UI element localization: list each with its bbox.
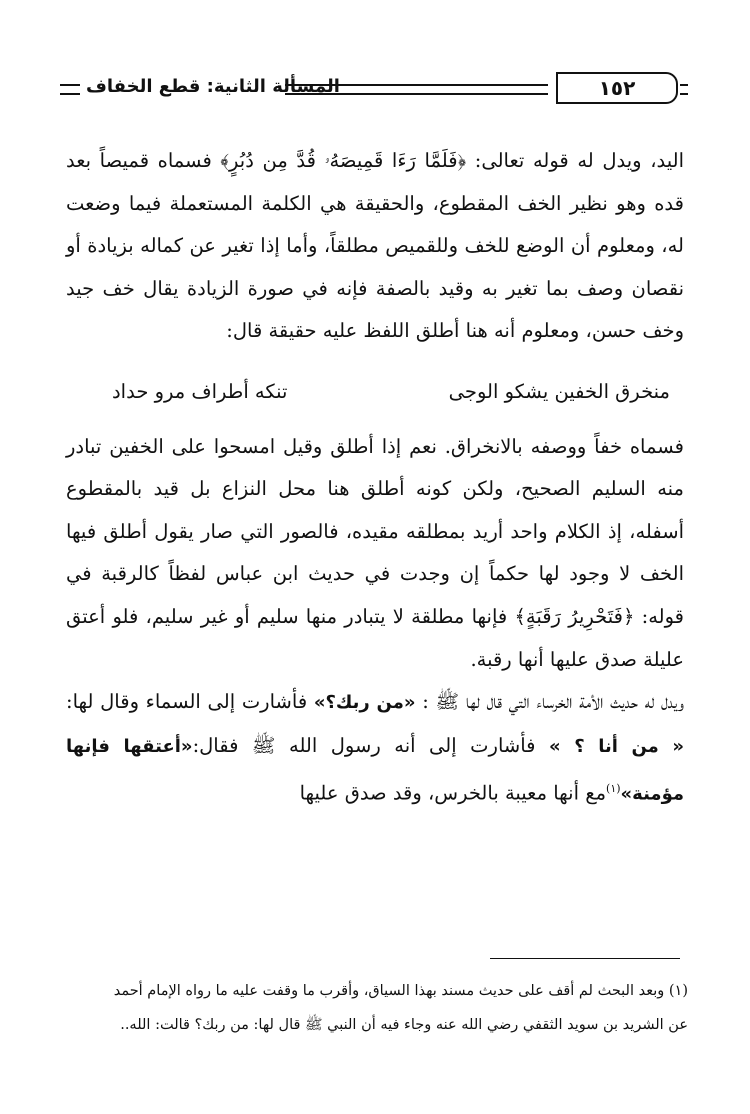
text-span: فأشارت إلى السماء وقال لها: <box>66 690 314 714</box>
verse-first-hemistich: منخرق الخفين يشكو الوجى <box>448 379 670 403</box>
header-rule-right <box>680 84 688 95</box>
hadith-quote: «أعتقها فإنها مؤمنة» <box>66 735 684 805</box>
paragraph-2 <box>66 426 684 682</box>
main-text <box>66 140 684 816</box>
hadith-quote: «من ربك؟» <box>313 692 416 714</box>
chapter-title: المسألة الثانية: قطع الخفاف <box>86 76 340 97</box>
footnote-separator <box>490 958 680 959</box>
page-header <box>60 70 688 106</box>
paragraph-1 <box>66 140 684 353</box>
poetry-verse <box>66 371 684 414</box>
page-number: ١٥٢ <box>556 72 678 104</box>
footnote-reference[interactable]: (١) <box>606 782 621 796</box>
text-span: فسماه قميصاً بعد قده وهو نظير الخف المقطوع، والحقيقة هي الكلمة المستعملة فيما وضعت له، ومعلوم أن الوضع للخف وللقميص مطلقاً، وأما إذا تغير عن كماله بزيادة أو نقصان وصف بما تغير به وقيد بالصفة فإنه في صورة الزيادة يقال خف جيد وخف حسن، ومعلوم أنه هنا أطلق اللفظ عليه حقيقة قال: <box>66 149 684 343</box>
text-span: مع أنها معيبة بالخرس، وقد صدق عليها <box>299 781 607 805</box>
text-span: ويدل له حديث الأمة الخرساء التي قال لها ﷺ : <box>415 690 684 714</box>
quran-quote: ﴿فَتَحْرِيرُ رَقَبَةٍ﴾ <box>514 604 635 628</box>
verse-second-hemistich: تنكه أطراف مرو حداد <box>112 379 288 403</box>
header-rule-left <box>60 84 80 95</box>
footnote-1-line-1: (١) وبعد البحث لم أقف على حديث مسند بهذا السياق، وأقرب ما وقفت عليه ما رواه الإمام أحمد <box>113 983 688 999</box>
footnotes <box>66 974 688 1042</box>
text-span: فإنها مطلقة لا يتبادر منها سليم أو غير سليم، فلو أعتق عليلة صدق عليها أنها رقبة. <box>66 604 684 671</box>
hadith-quote: « من أنا ؟ » <box>549 735 685 757</box>
text-span: فأشارت إلى أنه رسول الله ﷺ فقال: <box>192 733 549 757</box>
text-span: فسماه خفاً ووصفه بالانخراق. نعم إذا أطلق وقيل امسحوا على الخفين تبادر منه السليم الصحيح، ولكن كونه أطلق هنا محل النزاع بل قيد بالمقطوع أسفله، إذ الكلام واحد أريد بمطلقه مقيده، فالصور التي صار يقول أطلق فيها الخف لا وجود لها حكماً إن وجدت في حديث ابن عباس لفظاً كالرقبة في قوله: <box>66 434 684 628</box>
paragraph-3 <box>66 681 684 816</box>
quran-quote: ﴿فَلَمَّا رَءَا قَمِيصَهُۥ قُدَّ مِن دُبُرٍ﴾ <box>220 149 467 172</box>
header-rule-middle <box>285 84 548 95</box>
footnote-1-line-2: عن الشريد بن سويد الثقفي رضي الله عنه وجاء فيه أن النبي ﷺ قال لها: من ربك؟ قالت: الله.. <box>120 1017 688 1033</box>
text-span: اليد، ويدل له قوله تعالى: <box>466 149 684 172</box>
